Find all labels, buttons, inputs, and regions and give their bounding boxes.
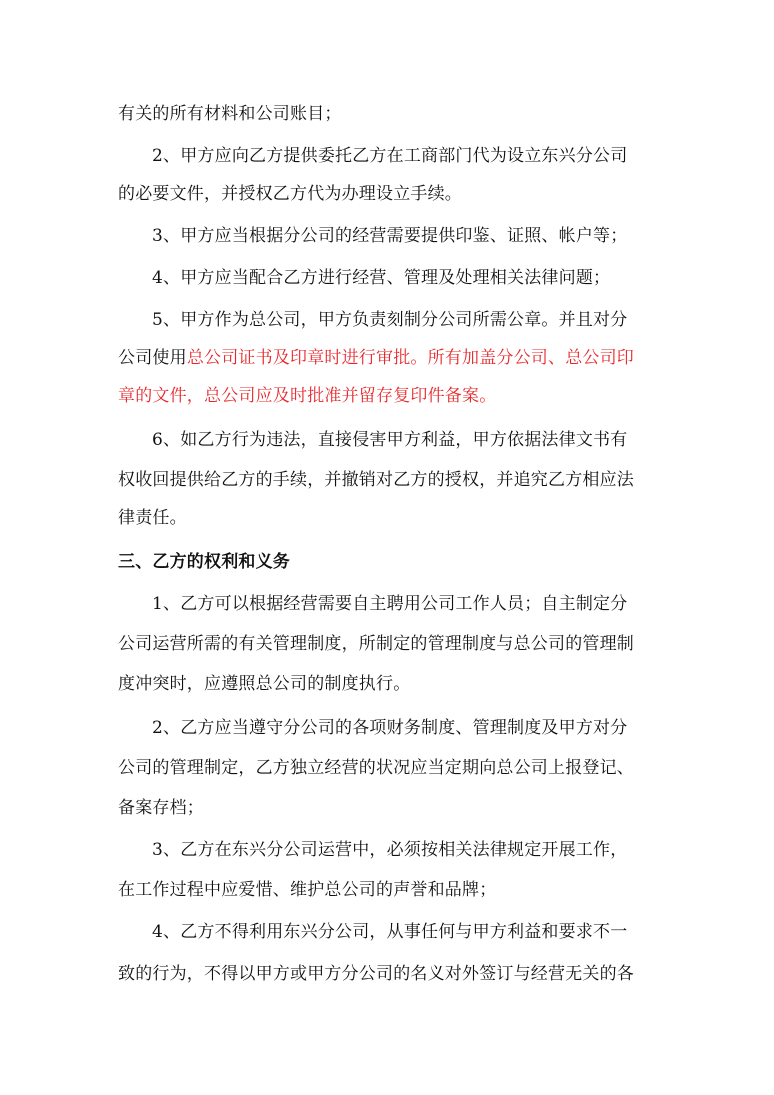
clause-6-line-1: 6、如乙方行为违法，直接侵害甲方利益，甲方依据法律文书有 bbox=[152, 430, 628, 450]
b-clause-4-line-1: 4、乙方不得利用东兴分公司，从事任何与甲方利益和要求不一 bbox=[152, 922, 628, 942]
b-clause-4-line-2: 致的行为，不得以甲方或甲方分公司的名义对外签订与经营无关的各 bbox=[118, 964, 634, 984]
highlighted-text: 总公司证书及印章时进行审批。所有加盖分公司、总公司印 bbox=[186, 348, 635, 368]
clause-5-line-2-plain: 公司使用 bbox=[118, 348, 187, 368]
b-clause-3-line-1: 3、乙方在东兴分公司运营中，必须按相关法律规定开展工作， bbox=[152, 840, 628, 860]
b-clause-2-line-2: 公司的管理制定，乙方独立经营的状况应当定期向总公司上报登记、 bbox=[118, 758, 634, 778]
clause-5-line-2 bbox=[118, 346, 678, 370]
b-clause-2-line-1: 2、乙方应当遵守分公司的各项财务制度、管理制度及甲方对分 bbox=[152, 718, 628, 738]
section-heading: 三、乙方的权利和义务 bbox=[118, 552, 290, 572]
clause-2-line-2: 的必要文件，并授权乙方代为办理设立手续。 bbox=[118, 184, 462, 204]
clause-5-line-1: 5、甲方作为总公司，甲方负责刻制分公司所需公章。并且对分 bbox=[152, 310, 628, 330]
b-clause-1-line-3: 度冲突时，应遵照总公司的制度执行。 bbox=[118, 674, 411, 694]
b-clause-1-line-2: 公司运营所需的有关管理制度，所制定的管理制度与总公司的管理制 bbox=[118, 634, 634, 654]
b-clause-2-line-3: 备案存档； bbox=[118, 798, 204, 818]
clause-3: 3、甲方应当根据分公司的经营需要提供印鉴、证照、帐户等； bbox=[152, 226, 628, 246]
clause-2-line-1: 2、甲方应向乙方提供委托乙方在工商部门代为设立东兴分公司 bbox=[152, 146, 628, 166]
highlighted-text-line: 章的文件，总公司应及时批准并留存复印件备案。 bbox=[118, 386, 497, 406]
clause-4: 4、甲方应当配合乙方进行经营、管理及处理相关法律问题； bbox=[152, 268, 611, 288]
b-clause-3-line-2: 在工作过程中应爱惜、维护总公司的声誉和品牌； bbox=[118, 880, 497, 900]
text-line: 有关的所有材料和公司账目； bbox=[118, 104, 342, 124]
b-clause-1-line-1: 1、乙方可以根据经营需要自主聘用公司工作人员；自主制定分 bbox=[152, 594, 628, 614]
clause-6-line-2: 权收回提供给乙方的手续，并撤销对乙方的授权，并追究乙方相应法 bbox=[118, 470, 634, 490]
clause-6-line-3: 律责任。 bbox=[118, 508, 187, 528]
